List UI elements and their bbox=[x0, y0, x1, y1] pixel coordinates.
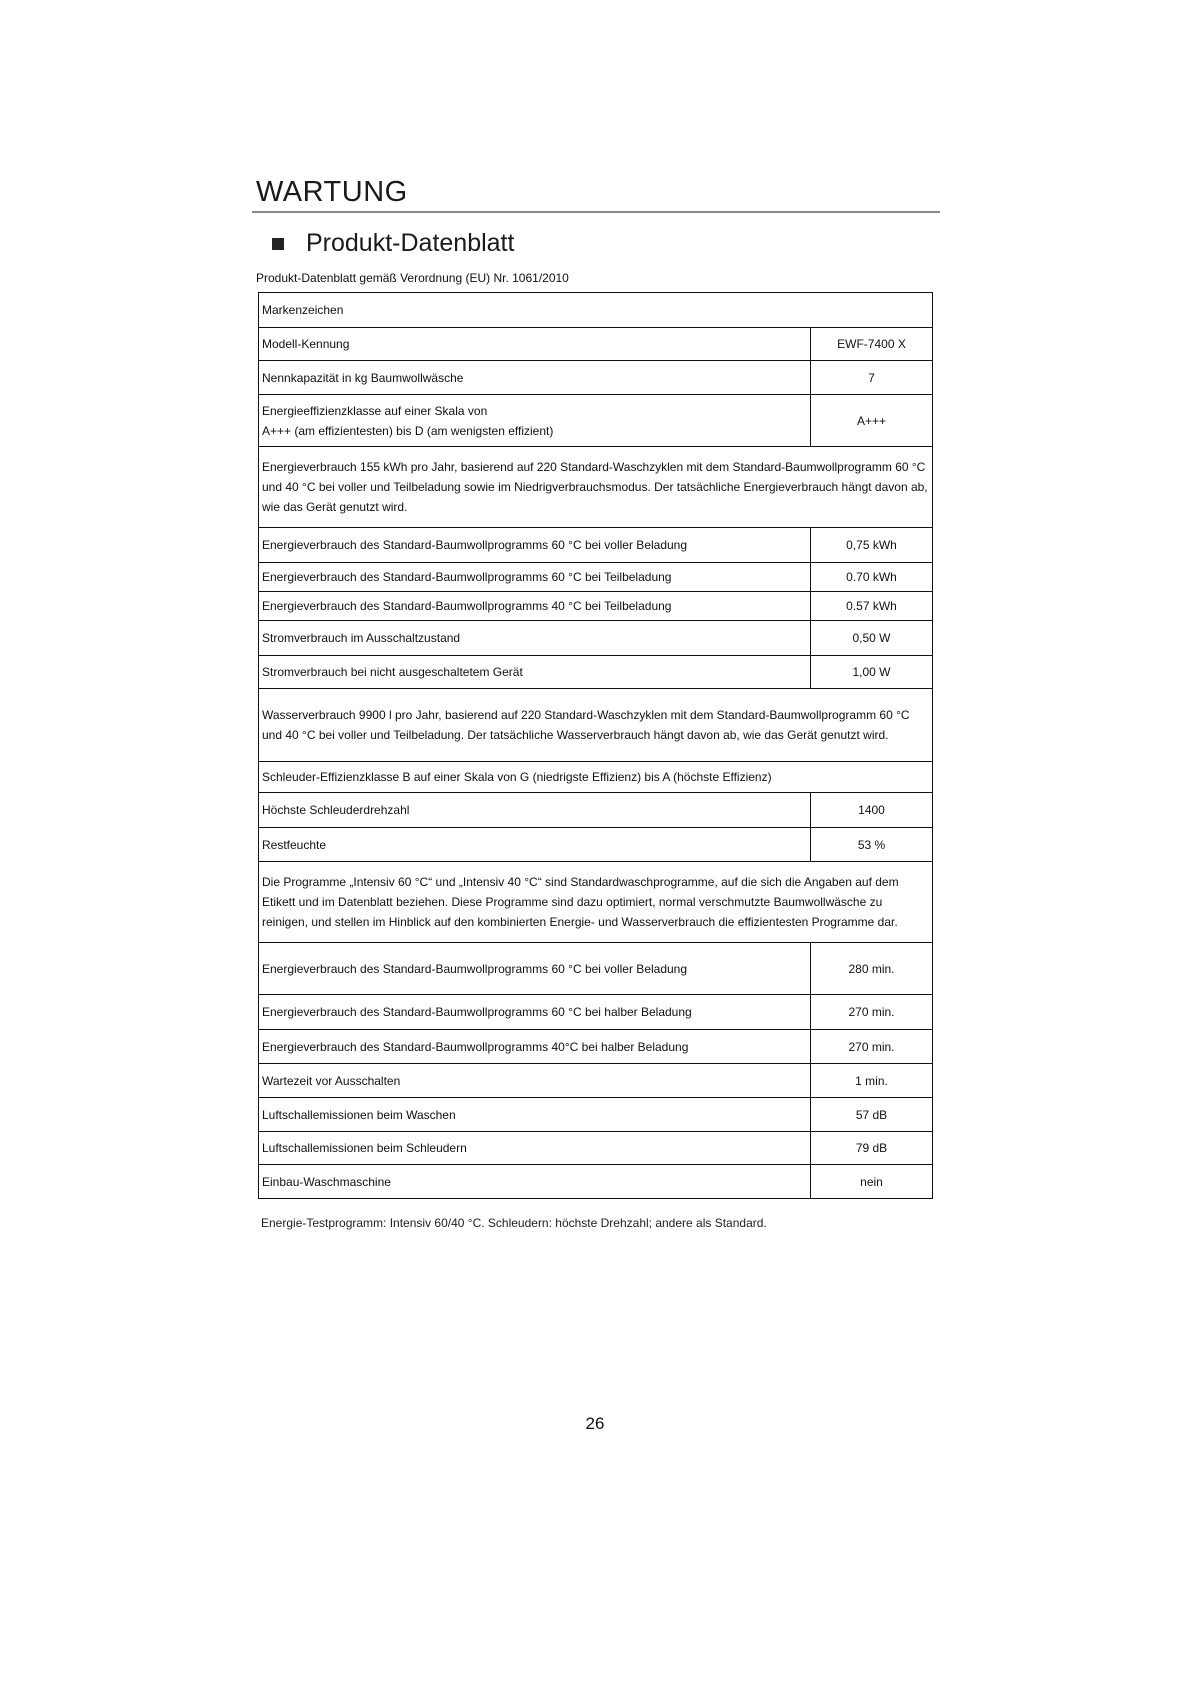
row-value: EWF-7400 X bbox=[811, 328, 933, 361]
table-caption: Produkt-Datenblatt gemäß Verordnung (EU) Nr. 1061/2010 bbox=[256, 271, 569, 285]
table-row bbox=[259, 862, 933, 943]
table-row bbox=[259, 793, 933, 828]
square-bullet-icon bbox=[272, 238, 284, 250]
row-value: A+++ bbox=[811, 395, 933, 447]
row-label: Energieverbrauch des Standard-Baumwollprogramms 60 °C bei halber Beladung bbox=[259, 995, 811, 1030]
row-value: nein bbox=[811, 1165, 933, 1199]
page-number: 26 bbox=[585, 1414, 605, 1433]
table-row bbox=[259, 689, 933, 762]
row-label: Energieverbrauch des Standard-Baumwollprogramms 40°C bei halber Beladung bbox=[259, 1030, 811, 1064]
table-row bbox=[259, 361, 933, 395]
table-row bbox=[259, 762, 933, 793]
table-row bbox=[259, 1030, 933, 1064]
table-row bbox=[259, 1165, 933, 1199]
row-value: 1,00 W bbox=[811, 656, 933, 689]
row-value: 1400 bbox=[811, 793, 933, 828]
table-row bbox=[259, 447, 933, 528]
table-row bbox=[259, 328, 933, 361]
row-value: 270 min. bbox=[811, 995, 933, 1030]
row-value: 79 dB bbox=[811, 1132, 933, 1165]
table-row bbox=[259, 828, 933, 862]
row-value: 270 min. bbox=[811, 1030, 933, 1064]
row-label: Einbau-Waschmaschine bbox=[259, 1165, 811, 1199]
title-divider bbox=[252, 211, 940, 213]
row-label: Restfeuchte bbox=[259, 828, 811, 862]
row-label: Die Programme „Intensiv 60 °C“ und „Intensiv 40 °C“ sind Standardwaschprogramme, auf die sich die Angaben auf dem Etikett und im Datenblatt beziehen. Diese Programme sind dazu optimiert, normal verschmutzte Baumwollwäsche zu reinigen, und stellen im Hinblick auf den kombinierten Energie- und Wasserverbrauch die effizientesten Programme dar. bbox=[259, 862, 933, 943]
footnote: Energie-Testprogramm: Intensiv 60/40 °C. Schleudern: höchste Drehzahl; andere als Standard. bbox=[261, 1216, 767, 1230]
row-label: Energieverbrauch des Standard-Baumwollprogramms 60 °C bei voller Beladung bbox=[259, 943, 811, 995]
row-value: 280 min. bbox=[811, 943, 933, 995]
table-row bbox=[259, 621, 933, 656]
row-label: Luftschallemissionen beim Waschen bbox=[259, 1098, 811, 1132]
product-datasheet-table bbox=[258, 292, 933, 1199]
row-label: Energieeffizienzklasse auf einer Skala von A+++ (am effizientesten) bis D (am wenigsten effizient) bbox=[259, 395, 811, 447]
subsection-title: Produkt-Datenblatt bbox=[306, 229, 515, 257]
row-label: Wartezeit vor Ausschalten bbox=[259, 1064, 811, 1098]
table-row bbox=[259, 395, 933, 447]
row-value: 0.70 kWh bbox=[811, 563, 933, 592]
table-row bbox=[259, 943, 933, 995]
row-value: 0,75 kWh bbox=[811, 528, 933, 563]
row-label: Energieverbrauch des Standard-Baumwollprogramms 60 °C bei Teilbeladung bbox=[259, 563, 811, 592]
row-label: Nennkapazität in kg Baumwollwäsche bbox=[259, 361, 811, 395]
row-label: Stromverbrauch bei nicht ausgeschaltetem Gerät bbox=[259, 656, 811, 689]
row-label: Luftschallemissionen beim Schleudern bbox=[259, 1132, 811, 1165]
table-row bbox=[259, 1064, 933, 1098]
row-label: Höchste Schleuderdrehzahl bbox=[259, 793, 811, 828]
row-value: 0.57 kWh bbox=[811, 592, 933, 621]
table-row bbox=[259, 656, 933, 689]
table-row bbox=[259, 1132, 933, 1165]
row-label: Wasserverbrauch 9900 l pro Jahr, basierend auf 220 Standard-Waschzyklen mit dem Standard-Baumwollprogramm 60 °C und 40 °C bei voller und Teilbeladung. Der tatsächliche Wasserverbrauch hängt davon ab, wie das Gerät genutzt wird. bbox=[259, 689, 933, 762]
table-row bbox=[259, 592, 933, 621]
table-row bbox=[259, 563, 933, 592]
table-row bbox=[259, 995, 933, 1030]
row-value: 7 bbox=[811, 361, 933, 395]
row-label: Energieverbrauch 155 kWh pro Jahr, basierend auf 220 Standard-Waschzyklen mit dem Standard-Baumwollprogramm 60 °C und 40 °C bei voller und Teilbeladung sowie im Niedrigverbrauchsmodus. Der tatsächliche Energieverbrauch hängt davon ab, wie das Gerät genutzt wird. bbox=[259, 447, 933, 528]
row-label: Modell-Kennung bbox=[259, 328, 811, 361]
table-row bbox=[259, 528, 933, 563]
row-label: Markenzeichen bbox=[259, 293, 933, 328]
row-value: 53 % bbox=[811, 828, 933, 862]
table-row bbox=[259, 293, 933, 328]
row-value: 1 min. bbox=[811, 1064, 933, 1098]
row-value: 0,50 W bbox=[811, 621, 933, 656]
row-label: Schleuder-Effizienzklasse B auf einer Skala von G (niedrigste Effizienz) bis A (höchste Effizienz) bbox=[259, 762, 933, 793]
section-title: WARTUNG bbox=[256, 176, 408, 208]
row-label: Stromverbrauch im Ausschaltzustand bbox=[259, 621, 811, 656]
table-row bbox=[259, 1098, 933, 1132]
row-value: 57 dB bbox=[811, 1098, 933, 1132]
row-label: Energieverbrauch des Standard-Baumwollprogramms 40 °C bei Teilbeladung bbox=[259, 592, 811, 621]
row-label: Energieverbrauch des Standard-Baumwollprogramms 60 °C bei voller Beladung bbox=[259, 528, 811, 563]
subsection-heading bbox=[272, 229, 514, 258]
